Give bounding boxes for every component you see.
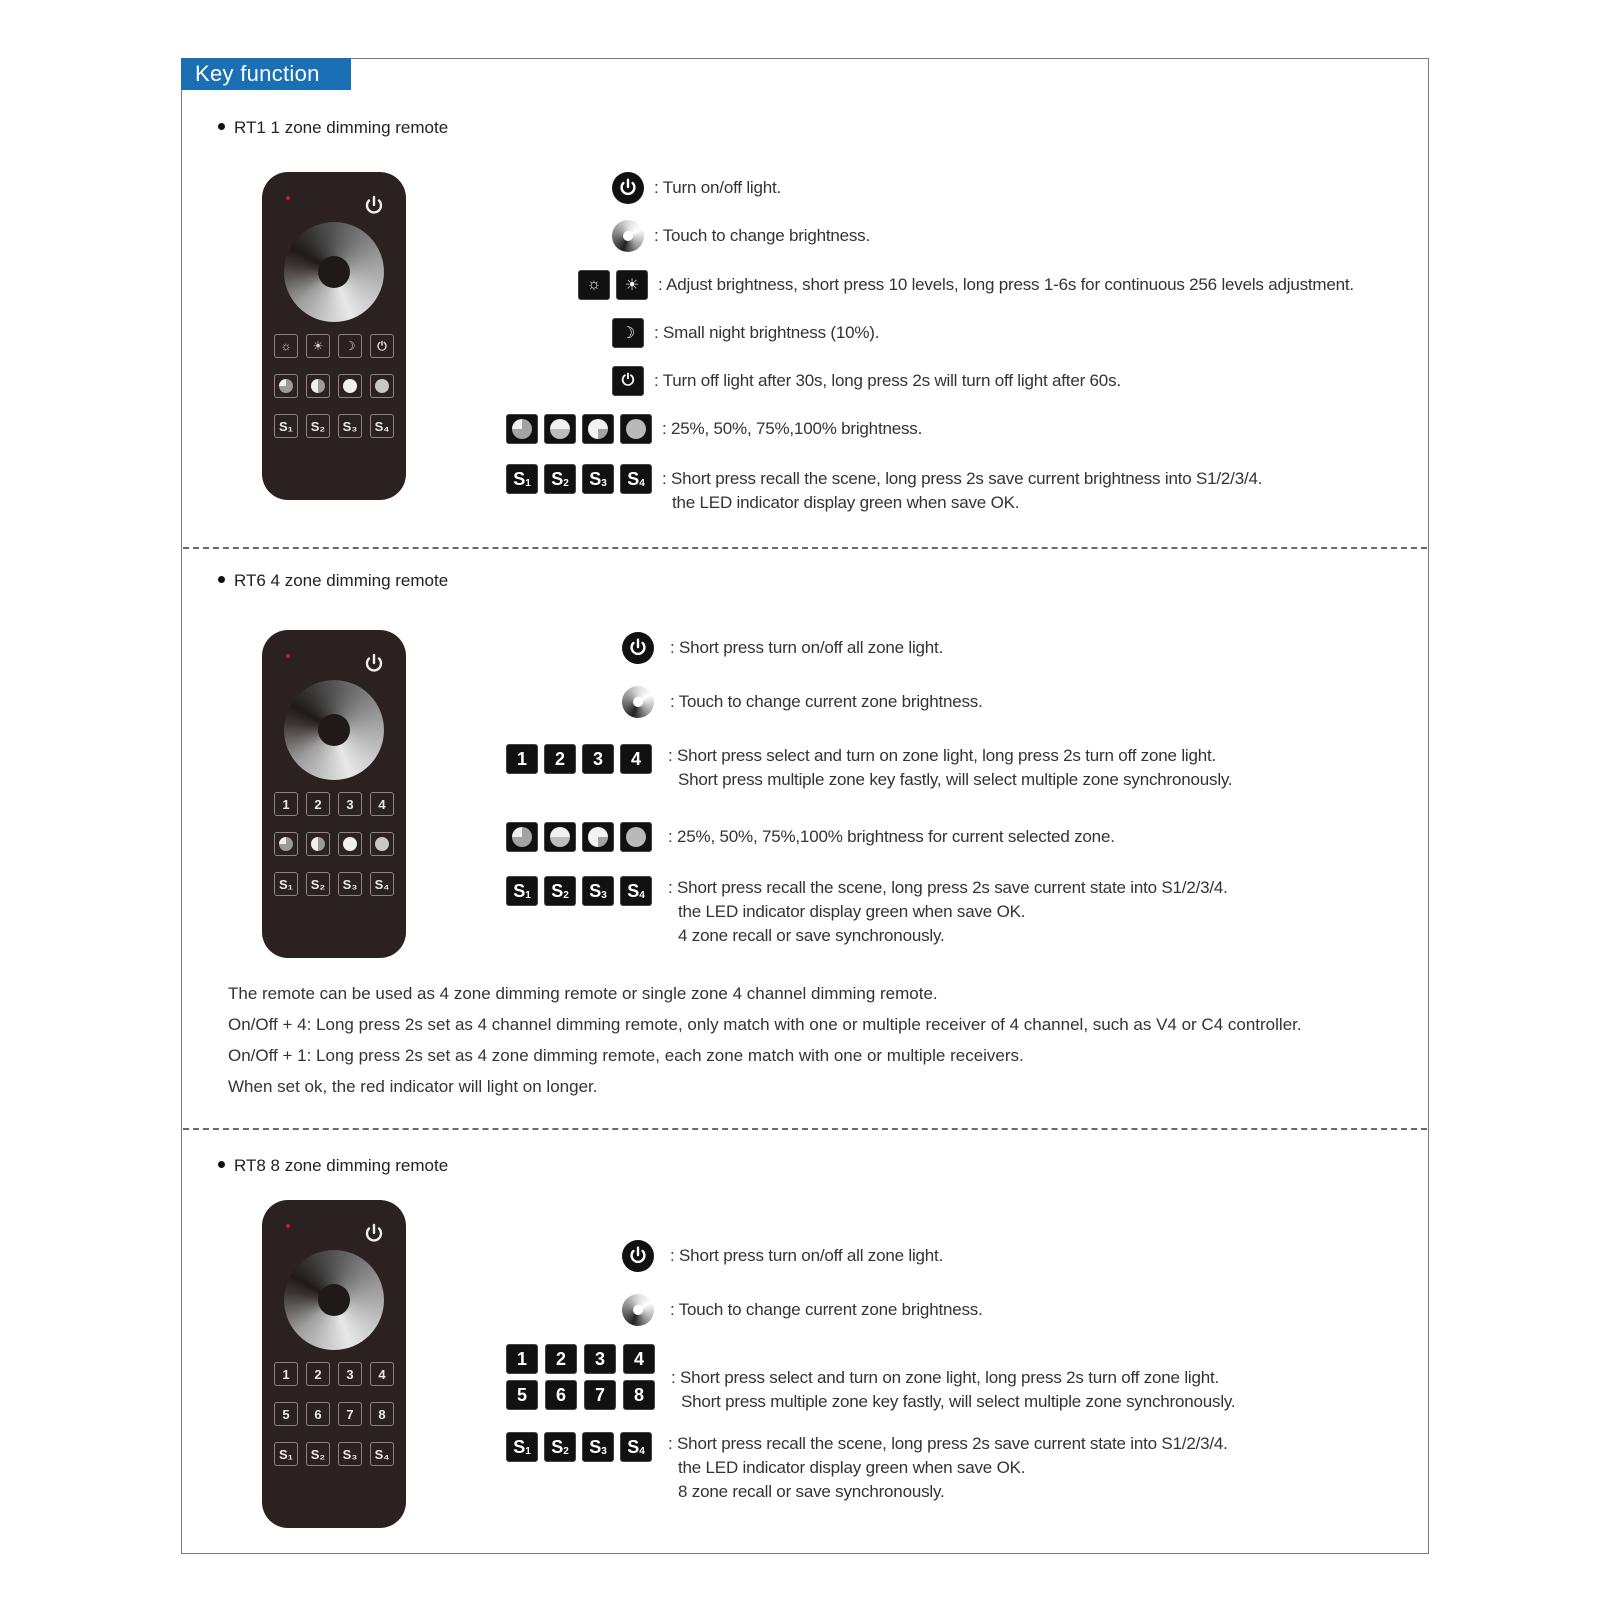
zone-key-2: 2 — [306, 1362, 330, 1386]
remote-key-row-3 — [274, 872, 394, 896]
scene-2-icon: S 2 — [544, 464, 576, 494]
rt1-desc-scene: : Short press recall the scene, long press 2s save current brightness into S1/2/3/4. — [662, 469, 1263, 488]
section-tab-key-function: Key function — [181, 58, 351, 90]
rt6-legend-scene — [506, 876, 1228, 948]
rt8-desc-scene-2: the LED indicator display green when save OK. — [678, 1458, 1026, 1477]
night-light-key: ☽ — [338, 334, 362, 358]
scene-key-3: S₃ — [338, 1442, 362, 1466]
rt8-legend-power — [622, 1240, 943, 1272]
brightness-100-icon — [620, 414, 652, 444]
power-icon — [612, 172, 644, 204]
brightness-25-icon — [506, 822, 538, 852]
rt6-legend-levels — [506, 822, 1115, 852]
night-light-icon: ☽ — [612, 318, 644, 348]
touch-wheel — [284, 1250, 384, 1350]
touch-wheel-icon — [612, 220, 644, 252]
rt1-legend-levels — [506, 414, 922, 444]
scene-key-4: S₄ — [370, 414, 394, 438]
zone-key-3: 3 — [338, 1362, 362, 1386]
rt8-desc-scene: : Short press recall the scene, long press 2s save current state into S1/2/3/4. — [668, 1434, 1228, 1453]
scene-3-icon: S 3 — [582, 876, 614, 906]
rt1-legend-adjust — [578, 270, 1354, 300]
zone-7-icon: 7 — [584, 1380, 616, 1410]
section-divider — [183, 547, 1427, 549]
brightness-25-key — [274, 374, 298, 398]
zone-key-7: 7 — [338, 1402, 362, 1426]
remote-key-row-2 — [274, 1402, 394, 1426]
brightness-75-key — [338, 374, 362, 398]
brightness-75-icon — [582, 414, 614, 444]
zone-1-icon: 1 — [506, 1344, 538, 1374]
brightness-up-icon: ☀ — [616, 270, 648, 300]
timer-off-icon: ⏻ — [612, 366, 644, 396]
remote-key-row-1 — [274, 1362, 394, 1386]
scene-3-icon: S 3 — [582, 464, 614, 494]
rt8-title-text: RT8 8 zone dimming remote — [234, 1156, 449, 1175]
zone-key-1: 1 — [274, 1362, 298, 1386]
bullet-icon — [218, 576, 225, 583]
scene-4-icon: S 4 — [620, 876, 652, 906]
zone-3-icon: 3 — [582, 744, 614, 774]
timer-off-key: ⏻ — [370, 334, 394, 358]
power-icon — [362, 194, 386, 218]
zone-key-6: 6 — [306, 1402, 330, 1426]
power-icon — [362, 652, 386, 676]
rt8-title — [218, 1156, 448, 1176]
rt6-legend-zones — [506, 744, 1232, 792]
brightness-100-key — [370, 832, 394, 856]
zone-key-2: 2 — [306, 792, 330, 816]
zone-key-1: 1 — [274, 792, 298, 816]
rt8-legend-touch — [622, 1294, 983, 1326]
rt8-remote-image — [262, 1200, 406, 1528]
rt6-desc-zones-2: Short press multiple zone key fastly, will select multiple zone synchronously. — [678, 770, 1233, 789]
rt1-title — [218, 118, 448, 138]
rt1-legend-scene — [506, 464, 1262, 515]
zone-2-icon: 2 — [544, 744, 576, 774]
scene-key-2: S₂ — [306, 414, 330, 438]
rt6-note-3: On/Off + 1: Long press 2s set as 4 zone dimming remote, each zone match with one or multiple receivers. — [228, 1046, 1024, 1065]
rt1-desc-touch: : Touch to change brightness. — [654, 226, 870, 245]
remote-key-row-1 — [274, 334, 394, 358]
zone-key-4: 4 — [370, 792, 394, 816]
rt1-remote-image — [262, 172, 406, 500]
zone-key-3: 3 — [338, 792, 362, 816]
rt6-desc-power: : Short press turn on/off all zone light. — [670, 638, 944, 657]
rt1-legend-touch — [612, 220, 870, 252]
section-divider — [183, 1128, 1427, 1130]
brightness-down-icon: ☼ — [578, 270, 610, 300]
indicator-led — [286, 1224, 290, 1228]
scene-3-icon: S 3 — [582, 1432, 614, 1462]
rt1-desc-levels: : 25%, 50%, 75%,100% brightness. — [662, 419, 923, 438]
power-icon — [362, 1222, 386, 1246]
rt6-note-2: On/Off + 4: Long press 2s set as 4 channel dimming remote, only match with one or multiple receiver of 4 channel, such as V4 or C4 controller. — [228, 1015, 1302, 1034]
touch-wheel — [284, 680, 384, 780]
zone-5-icon: 5 — [506, 1380, 538, 1410]
touch-wheel-icon — [622, 1294, 654, 1326]
zone-2-icon: 2 — [545, 1344, 577, 1374]
scene-key-4: S₄ — [370, 872, 394, 896]
brightness-down-key: ☼ — [274, 334, 298, 358]
scene-key-2: S₂ — [306, 872, 330, 896]
rt8-desc-power: : Short press turn on/off all zone light. — [670, 1246, 944, 1265]
scene-1-icon: S 1 — [506, 1432, 538, 1462]
brightness-25-key — [274, 832, 298, 856]
indicator-led — [286, 654, 290, 658]
rt6-notes — [228, 978, 1302, 1102]
rt1-legend-night — [612, 318, 879, 348]
rt1-desc-scene-2: the LED indicator display green when save OK. — [672, 493, 1020, 512]
rt1-desc-night: : Small night brightness (10%). — [654, 323, 880, 342]
rt8-desc-scene-3: 8 zone recall or save synchronously. — [678, 1482, 945, 1501]
scene-key-1: S₁ — [274, 414, 298, 438]
brightness-50-icon — [544, 822, 576, 852]
scene-4-icon: S 4 — [620, 1432, 652, 1462]
rt6-note-4: When set ok, the red indicator will light on longer. — [228, 1077, 598, 1096]
zone-key-8: 8 — [370, 1402, 394, 1426]
rt6-title-text: RT6 4 zone dimming remote — [234, 571, 449, 590]
scene-1-icon: S 1 — [506, 464, 538, 494]
rt6-desc-touch: : Touch to change current zone brightness. — [670, 692, 983, 711]
indicator-led — [286, 196, 290, 200]
rt8-legend-scene — [506, 1432, 1228, 1504]
scene-key-3: S₃ — [338, 414, 362, 438]
scene-2-icon: S 2 — [544, 876, 576, 906]
remote-key-row-3 — [274, 1442, 394, 1466]
rt6-note-1: The remote can be used as 4 zone dimming remote or single zone 4 channel dimming remote. — [228, 984, 938, 1003]
zone-1-icon: 1 — [506, 744, 538, 774]
brightness-75-key — [338, 832, 362, 856]
remote-key-row-2 — [274, 374, 394, 398]
rt1-title-text: RT1 1 zone dimming remote — [234, 118, 449, 137]
rt8-legend-zones — [506, 1344, 1235, 1414]
brightness-100-key — [370, 374, 394, 398]
touch-wheel-icon — [622, 686, 654, 718]
rt6-legend-power — [622, 632, 943, 664]
power-icon — [622, 632, 654, 664]
rt6-desc-zones: : Short press select and turn on zone light, long press 2s turn off zone light. — [668, 746, 1217, 765]
scene-2-icon: S 2 — [544, 1432, 576, 1462]
scene-key-4: S₄ — [370, 1442, 394, 1466]
rt6-legend-touch — [622, 686, 983, 718]
rt8-desc-zones: : Short press select and turn on zone light, long press 2s turn off zone light. — [671, 1368, 1220, 1387]
zone-4-icon: 4 — [620, 744, 652, 774]
rt8-desc-zones-2: Short press multiple zone key fastly, will select multiple zone synchronously. — [681, 1392, 1236, 1411]
zone-key-5: 5 — [274, 1402, 298, 1426]
rt1-legend-power — [612, 172, 781, 204]
scene-key-2: S₂ — [306, 1442, 330, 1466]
rt8-desc-touch: : Touch to change current zone brightness. — [670, 1300, 983, 1319]
rt6-title — [218, 571, 448, 591]
brightness-75-icon — [582, 822, 614, 852]
bullet-icon — [218, 123, 225, 130]
scene-4-icon: S 4 — [620, 464, 652, 494]
brightness-100-icon — [620, 822, 652, 852]
remote-key-row-1 — [274, 792, 394, 816]
brightness-25-icon — [506, 414, 538, 444]
brightness-50-key — [306, 374, 330, 398]
touch-wheel — [284, 222, 384, 322]
zone-8-icon: 8 — [623, 1380, 655, 1410]
zone-4-icon: 4 — [623, 1344, 655, 1374]
rt6-desc-levels: : 25%, 50%, 75%,100% brightness for current selected zone. — [668, 827, 1115, 846]
rt6-desc-scene-3: 4 zone recall or save synchronously. — [678, 926, 945, 945]
brightness-50-icon — [544, 414, 576, 444]
zone-6-icon: 6 — [545, 1380, 577, 1410]
brightness-up-key: ☀ — [306, 334, 330, 358]
scene-key-1: S₁ — [274, 1442, 298, 1466]
rt1-desc-power: : Turn on/off light. — [654, 178, 782, 197]
rt1-desc-adjust: : Adjust brightness, short press 10 levels, long press 1-6s for continuous 256 levels adjustment. — [658, 275, 1354, 294]
scene-key-1: S₁ — [274, 872, 298, 896]
scene-key-3: S₃ — [338, 872, 362, 896]
rt1-desc-timer: : Turn off light after 30s, long press 2s will turn off light after 60s. — [654, 371, 1121, 390]
power-icon — [622, 1240, 654, 1272]
bullet-icon — [218, 1161, 225, 1168]
remote-key-row-3 — [274, 414, 394, 438]
rt6-desc-scene: : Short press recall the scene, long press 2s save current state into S1/2/3/4. — [668, 878, 1228, 897]
rt1-legend-timer — [612, 366, 1121, 396]
brightness-50-key — [306, 832, 330, 856]
scene-1-icon: S 1 — [506, 876, 538, 906]
rt6-remote-image — [262, 630, 406, 958]
rt6-desc-scene-2: the LED indicator display green when save OK. — [678, 902, 1026, 921]
remote-key-row-2 — [274, 832, 394, 856]
zone-key-4: 4 — [370, 1362, 394, 1386]
zone-3-icon: 3 — [584, 1344, 616, 1374]
